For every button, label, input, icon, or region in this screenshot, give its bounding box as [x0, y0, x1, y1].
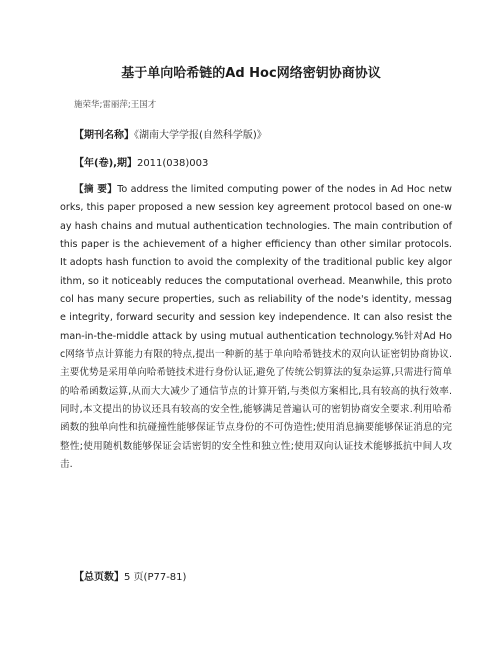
journal-label: 【期刊名称】 [74, 130, 134, 141]
journal-line [74, 126, 267, 141]
page-title: 基于单向哈希链的Ad Hoc网络密钥协商协议 [121, 66, 381, 81]
pages-line [74, 568, 186, 583]
abstract-label: 【摘 要】 [74, 184, 118, 195]
journal-name: 《湖南大学学报(自然科学版)》 [134, 130, 267, 141]
year-issue-line [74, 154, 208, 169]
abstract-text: To address the limited computing power of the nodes in Ad Hoc networks, this paper proposed a new session key agreement protocol based on one-way hash chains and mutual authentication technologies. The main contribution of this paper is the achievement of a higher efficiency than other similar protocols. It adopts hash function to avoid the complexity of the traditional public key algorithm, so it noticeably reduces the computational overhead. Meanwhile, this protocol has many secure properties, such as reliability of the node's identity, message integrity, forward security and session key independence. It can also resist the man-in-the-middle attack by using mutual authentication technology.%针对Ad Hoc网络节点计算能力有限的特点,提出一种新的基于单向哈希链技术的双向认证密钥协商协议.主要优势是采用单向哈希链技术进行身份认证,避免了传统公钥算法的复杂运算,只需进行简单的哈希函数运算,从而大大减少了通信节点的计算开销,与类似方案相比,具有较高的执行效率.同时,本文提出的协议还具有较高的安全性,能够满足普遍认可的密钥协商安全要求.利用哈希函数的独单向性和抗碰撞性能够保证节点身份的不可伪造性;使用消息摘要能够保证消息的完整性;使用随机数能够保证会话密钥的安全性和独立性;使用双向认证技术能够抵抗中间人攻击. [60, 184, 453, 471]
abstract [60, 181, 452, 475]
authors: 施荣华;雷丽萍;王国才 [74, 100, 157, 110]
year-issue-value: 2011(038)003 [136, 158, 209, 169]
pages-value: 5 页(P77-81) [124, 572, 187, 583]
year-issue-label: 【年(卷),期】 [74, 158, 137, 169]
pages-label: 【总页数】 [74, 572, 124, 583]
